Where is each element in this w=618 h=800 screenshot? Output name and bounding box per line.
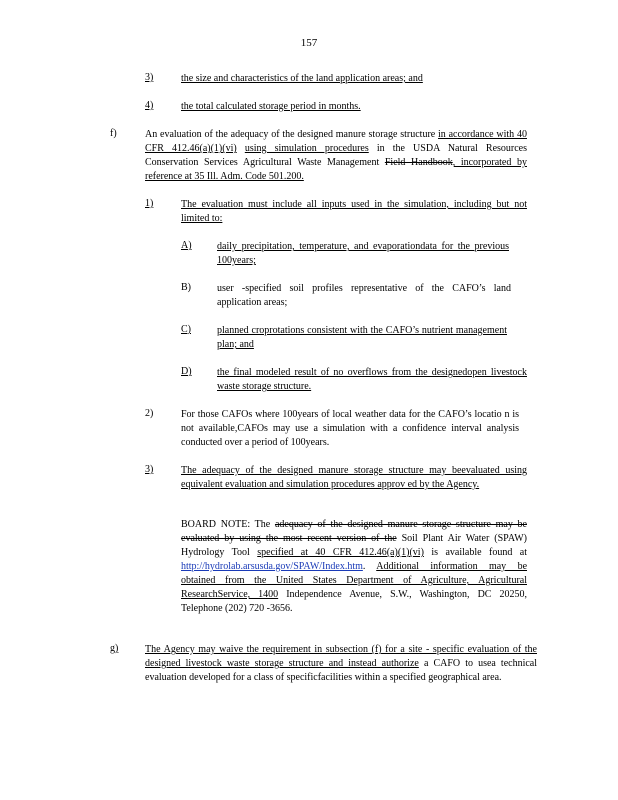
section-f-text-3: in the USDA Natural Resources Conservation Services Agricultural Waste Management — [145, 143, 528, 168]
sub-1-d-label: D) — [181, 366, 192, 377]
sub-1-b-label: B) — [181, 282, 191, 293]
sub-1-d-text: the final modeled result of no overflows from the designedopen livestock waste storage structure. — [217, 367, 527, 392]
section-g-text-1: The Agency may waive the requirement in subsection (f) for a site - specific evaluation of the designed livestock waste storage structure and instead authorize — [145, 644, 537, 669]
board-note-available: is available found at — [431, 547, 528, 558]
section-g-paragraph — [145, 643, 537, 685]
sub-2-label: 2) — [145, 408, 154, 419]
sub-1-c-text: planned croprotations consistent with the CAFO’s nutrient management plan; and — [217, 325, 507, 350]
board-note-spaw-tool: Soil Plant Air Water (SPAW) Hydrology Tool — [181, 533, 528, 558]
section-f-text-2: using simulation procedures — [244, 143, 369, 154]
item-3-label: 3) — [145, 72, 154, 83]
board-note-address: Independence Avenue, S.W., Washington, DC 20250, Telephone (202) 720 -3656. — [181, 589, 527, 614]
board-note-lead: BOARD NOTE: The — [181, 519, 271, 530]
sub-1-label: 1) — [145, 198, 154, 209]
item-4-text: the total calculated storage period in months. — [181, 101, 361, 112]
item-4-label: 4) — [145, 100, 154, 111]
sub-3-label: 3) — [145, 464, 154, 475]
section-f-cfr-ref: in accordance with 40 CFR 412.46(a)(1)(vi) — [145, 129, 527, 154]
sub-1-text: The evaluation must include all inputs used in the simulation, including but not limited to: — [181, 199, 527, 224]
section-f-incorporated: , incorporated by reference at 35 Ill. Adm. Code 501.200. — [145, 157, 527, 182]
section-g-text-2: a CAFO to usea technical evaluation developed for a class of specificfacilities within a specified geographical area. — [145, 658, 538, 683]
sub-1-a-text: daily precipitation, temperature, and evaporationdata for the previous 100years; — [217, 241, 509, 266]
board-note: BOARD NOTE: The adequacy of the designed manure storage structure may be evaluated by using the most recent version of the Soil Plant Air Water (SPAW) Hydrology Tool specified at 40 CFR 412.46(a)(1)(vi) is available found at http://hydrolab.arsusda.gov/SPAW/Index.htm. Additional information may be obtained from the United States Department of Agriculture, Agricultural ResearchService, 1400 Independence Avenue, S.W., Washington, DC 20250, Telephone (202) 720 -3656. — [181, 519, 528, 614]
board-note-cfr-ref: specified at 40 CFR 412.46(a)(1)(vi) — [257, 547, 424, 558]
board-note-struck-text: adequacy of the designed manure storage structure may be evaluated by using the most recent version of the — [181, 519, 527, 544]
sub-1-c-label: C) — [181, 324, 191, 335]
sub-1-b-text: user -specified soil profiles representative of the CAFO’s land application areas; — [217, 283, 511, 308]
sub-3-text: The adequacy of the designed manure storage structure may beevaluated using equivalent evaluation and simulation procedures approv ed by the Agency. — [181, 465, 527, 490]
section-f-text-1: An evaluation of the adequacy of the designed manure storage structure — [145, 129, 436, 140]
item-3-text: the size and characteristics of the land application areas; and — [181, 73, 423, 84]
section-f-label: f) — [110, 128, 117, 139]
board-note-url-link[interactable]: http://hydrolab.arsusda.gov/SPAW/Index.htm — [181, 561, 363, 572]
section-g-label: g) — [110, 643, 119, 654]
section-f-struck-handbook: Field Handbook — [384, 157, 453, 168]
sub-2-text: For those CAFOs where 100years of local weather data for the CAFO’s locatio n is not available,CAFOs may use a simulation with a confidence interval analysis conducted over a period of 100years. — [181, 409, 519, 448]
section-f-paragraph — [145, 128, 527, 184]
sub-1-a-label: A) — [181, 240, 192, 251]
page-number: 157 — [300, 37, 318, 49]
board-note-additional-info: Additional information may be obtained from the United States Department of Agriculture, Agricultural ResearchService, 1400 — [181, 561, 528, 600]
